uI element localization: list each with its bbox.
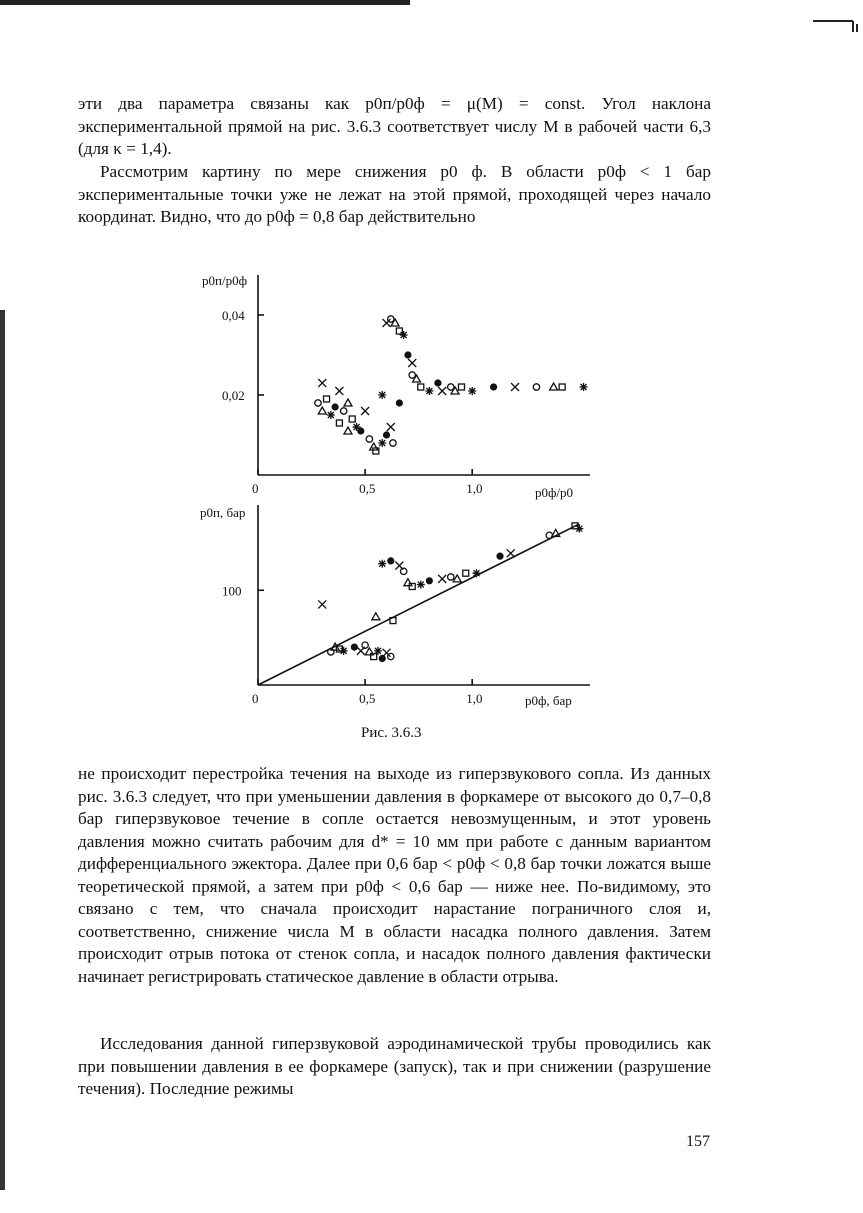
data-point [349,416,355,422]
x-tick-label: 0 [252,481,259,496]
bottom-y-axis-label: p0п, бар [200,505,246,520]
data-point [378,439,386,447]
data-point [472,569,480,577]
data-point [361,407,369,415]
figure-3-6-3 [190,265,610,720]
scan-binding-edge [0,310,8,1190]
y-tick-label: 0,02 [222,388,245,403]
data-point [546,532,552,538]
data-point [435,380,441,386]
data-point [425,387,433,395]
theoretical-line [258,524,579,685]
data-point [550,383,558,390]
data-point [370,443,378,450]
data-point [344,399,352,406]
data-point [575,525,583,533]
data-point [404,579,412,586]
data-point [409,372,415,378]
x-tick-label: 0 [252,691,259,706]
data-point [374,647,382,655]
paragraph-2: Рассмотрим картину по мере снижения p0 ф. В области p0ф < 1 бар экспериментальные точки уже не лежат на этой прямой, проходящей через начало координат. Видно, что до p0ф = 0,8 бар действительно [78,162,711,226]
data-point [324,396,330,402]
data-point [559,384,565,390]
figure-caption: Рис. 3.6.3 [361,725,422,741]
data-point [468,387,476,395]
data-point [336,420,342,426]
page-top-rule [0,0,410,5]
data-point [373,448,379,454]
top-y-axis-label: p0п/p0ф [202,273,247,288]
data-point [344,427,352,434]
data-point [327,411,335,419]
data-point [351,644,357,650]
y-tick-label: 0,04 [222,308,245,323]
data-point [497,553,503,559]
data-point [463,570,469,576]
data-point [491,384,497,390]
data-point [332,404,338,410]
data-point [388,653,394,659]
data-point [511,383,519,391]
data-point [378,560,386,568]
data-point [383,649,391,657]
paragraph-4: Исследования данной гиперзвуковой аэродинамической трубы проводились как при повышении давления в ее форкамере (запуск), так и при снижении (разрушение течения). Последние режимы [78,1034,711,1098]
data-point [507,549,515,557]
bottom-x-axis-label: p0ф, бар [525,693,572,708]
data-point [438,387,446,395]
data-point [417,581,425,589]
data-point [405,352,411,358]
data-point [387,423,395,431]
x-tick-label: 0,5 [359,481,376,496]
data-point [388,316,394,322]
corner-mark [813,18,861,34]
data-point [388,558,394,564]
data-point [358,428,364,434]
data-point [409,583,415,589]
data-point [335,387,343,395]
data-point [458,384,464,390]
data-point [315,400,321,406]
data-point [448,384,454,390]
data-point [448,574,454,580]
bottom-points [318,523,583,662]
page-number: 157 [686,1133,710,1150]
data-point [372,613,380,620]
data-point [396,400,402,406]
data-point [318,600,326,608]
data-point [340,408,346,414]
data-point [426,578,432,584]
x-tick-label: 0,5 [359,691,376,706]
x-tick-label: 1,0 [466,481,483,496]
data-point [408,359,416,367]
data-point [580,383,588,391]
top-points [315,316,588,454]
data-point [438,575,446,583]
data-point [366,436,372,442]
chart-top [202,273,590,500]
data-point [533,384,539,390]
x-tick-label: 1,0 [466,691,483,706]
data-point [418,384,424,390]
top-ticks [222,308,482,496]
data-point [340,647,348,655]
top-x-axis-label: p0ф/p0 [535,485,574,500]
y-tick-label: 100 [222,583,242,599]
data-point [318,379,326,387]
data-point [383,319,391,327]
chart-bottom [200,505,590,708]
data-point [318,407,326,414]
paragraph-1: эти два параметра связаны как p0п/p0ф = μ(M) = const. Угол наклона экспериментальной прямой на рис. 3.6.3 соответствует числу M в рабочей части 6,3 (для κ = 1,4). [78,94,711,158]
data-point [400,331,408,339]
data-point [384,432,390,438]
data-point [378,391,386,399]
paragraph-3: не происходит перестройка течения на выходе из гиперзвукового сопла. Из данных рис. 3.6.3 следует, что при уменьшении давления в форкамере от высокого до 0,7–0,8 бар гиперзвуковое течение в сопле остается невозмущенным, и этот уровень давления можно считать рабочим для d* = 10 мм при работе с данным вариантом дифференциального эжектора. Далее при 0,6 бар < p0ф < 0,8 бар точки ложатся выше теоретической прямой, а затем при p0ф < 0,6 бар — ниже нее. По-видимому, это связано с тем, что сначала происходит нарастание пограничного слоя и, соответственно, снижение числа M в области насадка полного давления. Затем происходит отрыв потока от стенок сопла, и насадок полного давления фактически начинает регистрировать статическое давление в области отрыва. [78,764,711,986]
data-point [390,440,396,446]
